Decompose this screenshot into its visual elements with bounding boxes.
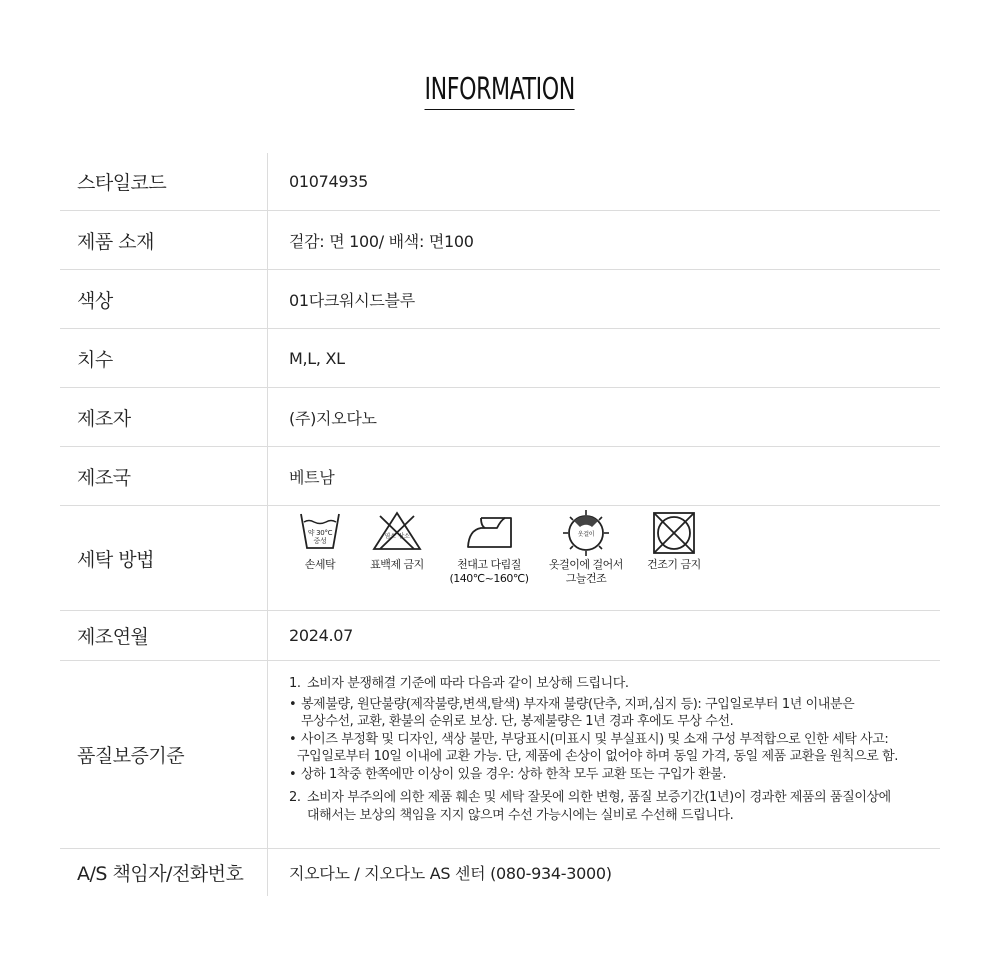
- quality-item-1: [289, 675, 940, 693]
- quality-item-2-num: 2.: [289, 790, 301, 805]
- hang-dry-shade-icon: [562, 510, 610, 556]
- no-tumble-caption: 건조기 금지: [647, 558, 701, 571]
- row-color: [60, 270, 940, 329]
- quality-bullet-1: [289, 696, 940, 714]
- style-code-value: 01074935: [289, 172, 369, 191]
- country-label: 제조국: [60, 447, 268, 505]
- no-tumble-dry-icon: [651, 510, 697, 556]
- size-value: M,L, XL: [289, 348, 345, 368]
- row-material: [60, 211, 940, 270]
- quality-label: 품질보증기준: [60, 661, 268, 848]
- quality-text: [268, 661, 940, 848]
- quality-item-2-line1: 소비자 부주의에 의한 제품 훼손 및 세탁 잘못에 의한 변형, 품질 보증기간(1년)이 경과한 제품의 품질이상에: [307, 790, 891, 805]
- hand-wash-neutral-text: 중성: [313, 537, 327, 545]
- size-label: 치수: [60, 329, 268, 387]
- color-value: 01다크워시드블루: [289, 290, 415, 310]
- info-table: [60, 153, 940, 896]
- page-title: INFORMATION: [425, 72, 575, 110]
- no-bleach-icon: [371, 510, 423, 552]
- quality-bullet-3: [289, 766, 940, 784]
- washing-icons: [268, 506, 940, 610]
- row-style-code: [60, 153, 940, 211]
- quality-item-1-num: 1.: [289, 676, 301, 691]
- iron-caption-line2: (140℃~160℃): [449, 572, 529, 585]
- as-value: 지오다노 / 지오다노 AS 센터 (080-934-3000): [289, 864, 612, 883]
- style-code-label: 스타일코드: [60, 153, 268, 210]
- hand-wash-temp-text: 약 30°C: [307, 529, 333, 537]
- hand-wash-caption: 손세탁: [304, 558, 336, 571]
- quality-item-2-line2: 대해서는 보상의 책임을 지지 않으며 수선 가능시에는 실비로 수선해 드립니다.: [307, 807, 734, 823]
- maker-label: 제조자: [60, 388, 268, 446]
- bullet-mark: •: [289, 696, 297, 712]
- washing-label: 세탁 방법: [60, 506, 268, 610]
- bullet-mark: •: [289, 766, 297, 782]
- maker-value: (주)지오다노: [289, 408, 377, 428]
- hanger-text: 옷걸이: [577, 531, 595, 538]
- hang-dry-caption: [549, 558, 623, 586]
- bleach-chlorine-text: 염소: [384, 533, 396, 540]
- iron-caption: [450, 558, 529, 586]
- row-maker: [60, 388, 940, 447]
- quality-bullet-1-line1: 봉제불량, 원단불량(제작불량,변색,탈색) 부자재 불량(단추, 지퍼,심지 등): 구입일로부터 1년 이내분은: [301, 696, 855, 712]
- hand-wash-icon: [298, 510, 342, 552]
- quality-bullet-2-line2: 구입일로부터 10일 이내에 교환 가능. 단, 제품에 손상이 없어야 하며 동일 가격, 동일 제품 교환을 원칙으로 함.: [297, 749, 899, 764]
- iron-icon: [463, 510, 515, 552]
- wash-item-no-bleach: [357, 510, 437, 572]
- row-date: [60, 611, 940, 661]
- date-label: 제조연월: [60, 611, 268, 660]
- quality-bullet-2-line1: 사이즈 부정확 및 디자인, 색상 불만, 부당표시(미표시 및 부실표시) 및 소재 구성 부적합으로 인한 세탁 사고:: [301, 731, 889, 747]
- as-label: A/S 책임자/전화번호: [60, 849, 268, 896]
- row-country: [60, 447, 940, 506]
- row-quality: [60, 661, 940, 849]
- title-wrap: [0, 72, 1000, 110]
- color-label: 색상: [60, 270, 268, 328]
- row-washing: [60, 506, 940, 611]
- wash-item-iron: [437, 510, 541, 586]
- wash-item-hand-wash: [283, 510, 357, 572]
- quality-item-2: [289, 789, 940, 807]
- wash-item-hang-dry: [541, 510, 631, 586]
- material-label: 제품 소재: [60, 211, 268, 269]
- date-value: 2024.07: [289, 626, 354, 645]
- quality-item-1-text: 소비자 분쟁해결 기준에 따라 다음과 같이 보상해 드립니다.: [307, 676, 629, 691]
- quality-bullet-1-line2: 무상수선, 교환, 환불의 순위로 보상. 단, 봉제불량은 1년 경과 후에도 무상 수선.: [301, 714, 734, 729]
- quality-bullet-3-text: 상하 1착중 한쪽에만 이상이 있을 경우: 상하 한착 모두 교환 또는 구입가 환불.: [301, 766, 727, 782]
- material-value: 겉감: 면 100/ 배색: 면100: [289, 231, 474, 251]
- bullet-mark: •: [289, 731, 297, 747]
- hang-dry-caption-line1: 옷걸이에 걸어서: [549, 558, 623, 571]
- quality-bullet-2: [289, 731, 940, 749]
- hang-dry-caption-line2: 그늘건조: [565, 572, 607, 585]
- no-bleach-caption: 표백제 금지: [370, 558, 424, 571]
- row-as: [60, 849, 940, 896]
- row-size: [60, 329, 940, 388]
- wash-item-no-tumble: [631, 510, 717, 572]
- country-value: 베트남: [289, 467, 335, 487]
- bleach-oxygen-text: 산소: [398, 533, 410, 540]
- iron-caption-line1: 천대고 다림질: [457, 558, 521, 571]
